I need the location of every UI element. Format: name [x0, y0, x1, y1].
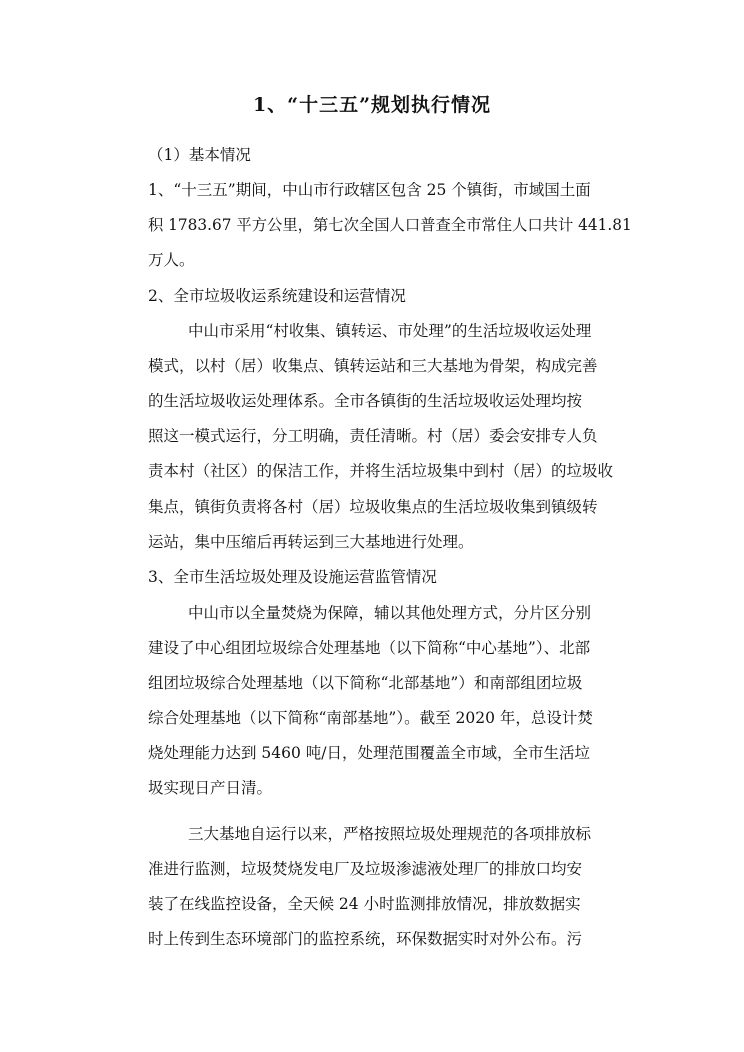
paragraph-line: 三大基地自运行以来，严格按照垃圾处理规范的各项排放标: [188, 825, 592, 843]
paragraph-line: 万人。: [148, 251, 195, 269]
paragraph-line: 综合处理基地（以下简称“南部基地”）。截至 2020 年，总设计焚: [148, 709, 593, 727]
paragraph-line: 中山市采用“村收集、镇转运、市处理”的生活垃圾收运处理: [188, 322, 592, 340]
paragraph-line: 时上传到生态环境部门的监控系统，环保数据实时对外公布。污: [148, 930, 583, 948]
paragraph-line: 组团垃圾综合处理基地（以下简称“北部基地”）和南部组团垃圾: [148, 674, 583, 692]
subsection-heading: 3、全市生活垃圾处理及设施运营监管情况: [148, 568, 437, 586]
paragraph-line: 模式，以村（居）收集点、镇转运站和三大基地为骨架，构成完善: [148, 357, 598, 375]
paragraph-line: 中山市以全量焚烧为保障，辅以其他处理方式，分片区分别: [188, 604, 592, 622]
paragraph-line: 运站，集中压缩后再转运到三大基地进行处理。: [148, 533, 474, 551]
paragraph-line: 装了在线监控设备，全天候 24 小时监测排放情况，排放数据实: [148, 895, 581, 913]
paragraph-line: 责本村（社区）的保洁工作，并将生活垃圾集中到村（居）的垃圾收: [148, 462, 614, 480]
paragraph-line: 集点，镇街负责将各村（居）垃圾收集点的生活垃圾收集到镇级转: [148, 498, 598, 516]
subsection-heading: 2、全市垃圾收运系统建设和运营情况: [148, 287, 406, 305]
section-title: 1、“十三五”规划执行情况: [252, 94, 492, 116]
paragraph-line: 的生活垃圾收运处理体系。全市各镇街的生活垃圾收运处理均按: [148, 392, 583, 410]
paragraph-line: 照这一模式运行，分工明确，责任清晰。村（居）委会安排专人负: [148, 427, 598, 445]
paragraph-line: 1、“十三五”期间，中山市行政辖区包含 25 个镇街，市域国土面: [148, 181, 591, 199]
paragraph-line: 烧处理能力达到 5460 吨/日，处理范围覆盖全市域，全市生活垃: [148, 744, 591, 762]
paragraph-line: 建设了中心组团垃圾综合处理基地（以下简称“中心基地”）、北部: [148, 639, 591, 657]
paragraph-line: 圾实现日产日清。: [148, 779, 273, 797]
paragraph-line: 准进行监测，垃圾焚烧发电厂及垃圾渗滤液处理厂的排放口均安: [148, 860, 583, 878]
subsection-heading: （1）基本情况: [148, 146, 251, 164]
paragraph-line: 积 1783.67 平方公里，第七次全国人口普查全市常住人口共计 441.81: [148, 216, 632, 234]
